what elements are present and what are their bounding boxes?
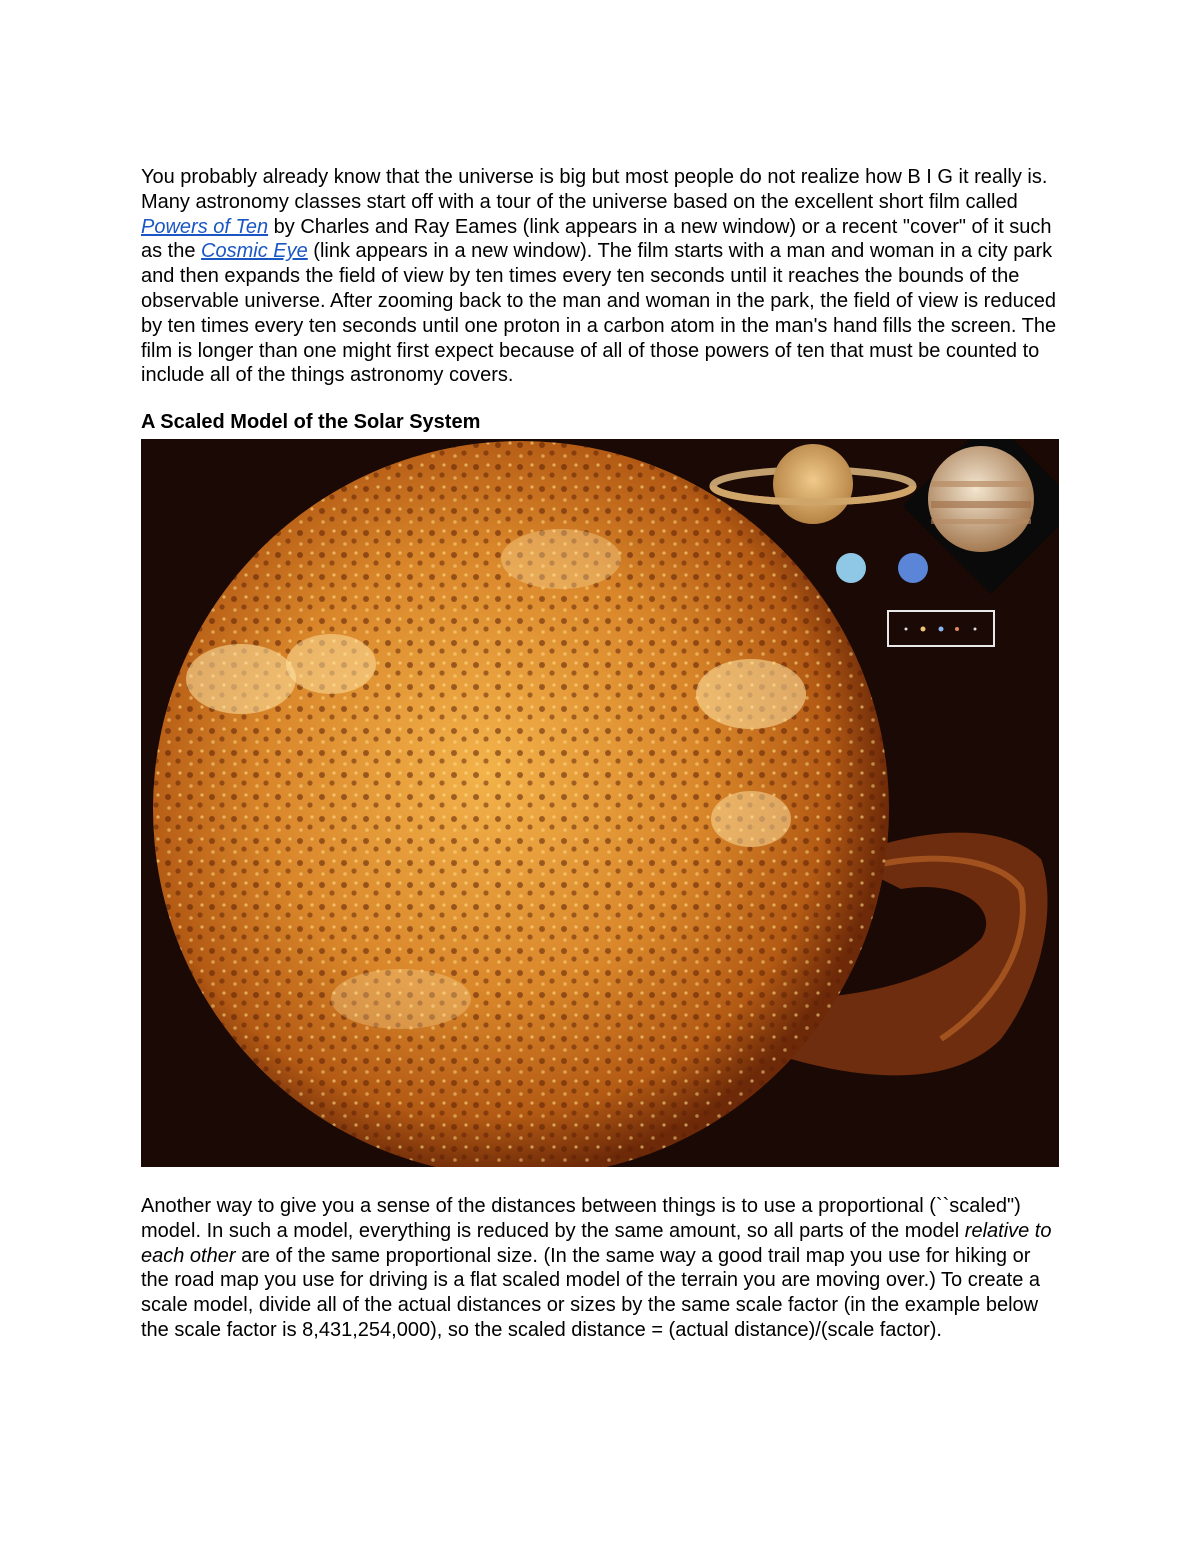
neptune-icon (898, 553, 928, 583)
scale-model-paragraph (141, 1194, 1061, 1343)
saturn-icon (713, 444, 913, 524)
powers-of-ten-link[interactable]: Powers of Ten (141, 215, 269, 238)
body2-text-1: Another way to give you a sense of the distances between things is to use a proportional (``scaled") model. In such a model, everything is reduced by the same amount, so all parts of the model (141, 1194, 1021, 1242)
intro-text-1: You probably already know that the universe is big but most people do not realize how B I G it really is. Many astronomy classes start off with a tour of the universe based on the excellent short film called (141, 166, 1048, 213)
intro-text-2: by Charles and Ray Eames (link appears in a new window) or a recent "cover" of it such as the (141, 215, 1052, 263)
uranus-icon (836, 553, 866, 583)
sun-image (153, 441, 889, 1167)
solar-system-figure (141, 439, 1059, 1167)
body2-text-2: are of the same proportional size. (In the same way a good trail map you use for hiking or the road map you use for driving is a flat scaled model of the terrain you are moving over.) To create a scale model, divide all of the actual distances or sizes by the same scale factor (in the example below the scale factor is 8,431,254,000), so the scaled distance = (actual distance)/(scale factor). (141, 1244, 1040, 1341)
section-heading: A Scaled Model of the Solar System (141, 411, 481, 434)
solar-system-illustration (141, 439, 1059, 1167)
document-page (141, 165, 1061, 1343)
cosmic-eye-link[interactable]: Cosmic Eye (201, 240, 308, 263)
emphasis-text: relative to each other (141, 1219, 1052, 1267)
intro-paragraph (141, 165, 1061, 388)
intro-text-3: (link appears in a new window). The film starts with a man and woman in a city park and then expands the field of view by ten times every ten seconds until it reaches the bounds of the observable universe. After zooming back to the man and woman in the park, the field of view is reduced by ten times every ten seconds until one proton in a carbon atom in the man's hand fills the screen. The film is longer than one might first expect because of all of those powers of ten that must be counted to include all of the things astronomy covers. (141, 240, 1057, 387)
inner-planets-inset (888, 611, 994, 646)
